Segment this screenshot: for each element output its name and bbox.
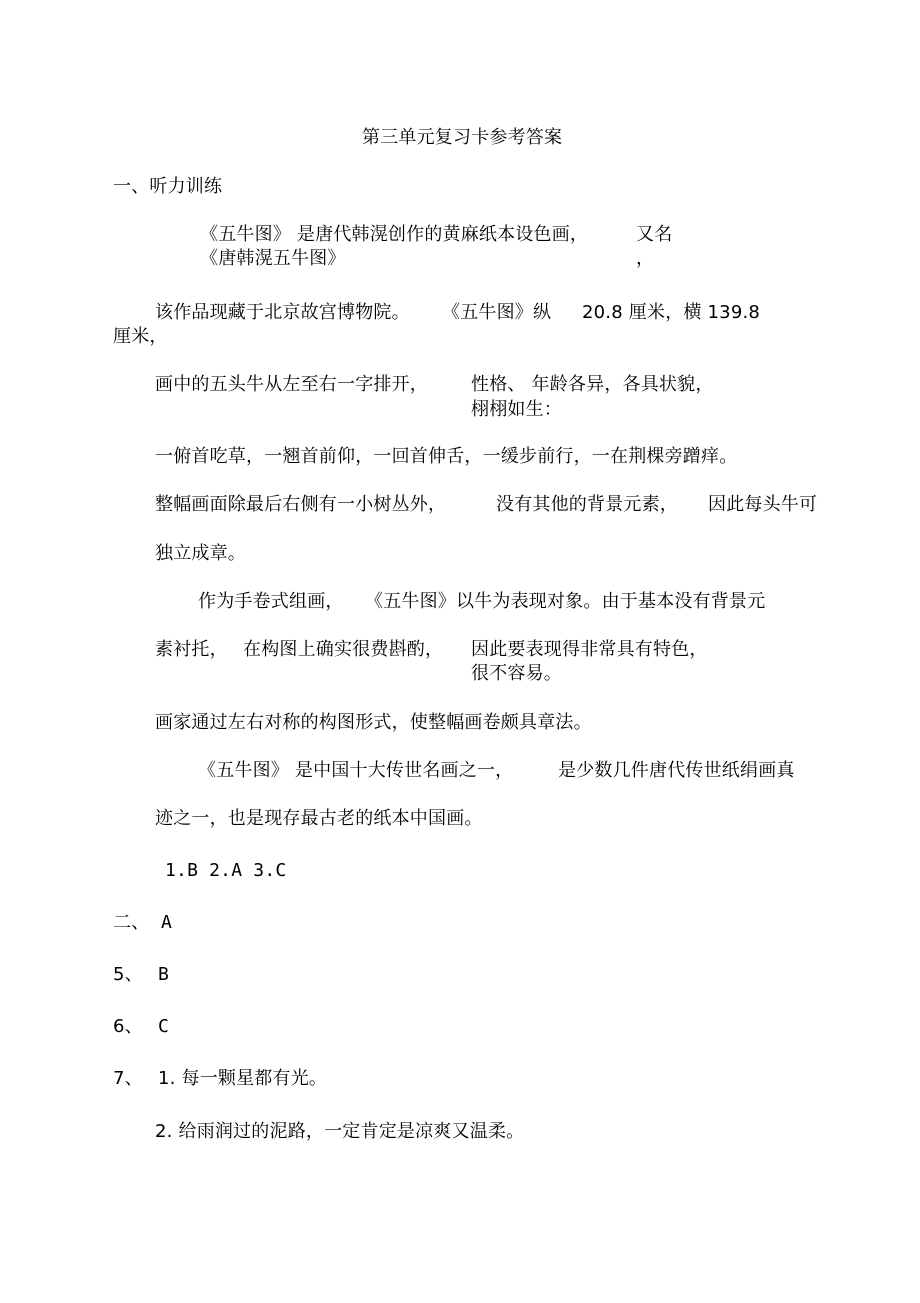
p1-line2a: 《唐韩滉五牛图》: [200, 248, 346, 269]
p6-line2c: 因此要表现得非常具有特色，: [471, 639, 708, 660]
p5-line1c: 因此每头牛可: [708, 494, 818, 515]
section2-label: 二、: [113, 912, 150, 933]
p6-line3: 很不容易。: [471, 663, 562, 684]
p8-line2: 迹之一，也是现存最古老的纸本中国画。: [155, 808, 483, 829]
p3-line1b: 性格、 年龄各异，各具状貌，: [471, 374, 714, 395]
p5-line1a: 整幅画面除最后右侧有一小树丛外，: [155, 494, 447, 515]
item6-label: 6、: [113, 1016, 143, 1037]
p1-line1a: 《五牛图》 是唐代韩滉创作的黄麻纸本设色画，: [200, 224, 589, 245]
p2-line1: 该作品现藏于北京故宫博物院。: [155, 302, 410, 323]
p5-line2: 独立成章。: [155, 543, 246, 564]
p4-line: 一俯首吃草，一翘首前仰，一回首伸舌，一缓步前行，一在荆棵旁蹭痒。: [155, 446, 738, 467]
p6-line2b: 在构图上确实很费斟酌，: [243, 639, 444, 660]
p5-line1b: 没有其他的背景元素，: [496, 494, 678, 515]
p3-line1a: 画中的五头牛从左至右一字排开，: [155, 374, 428, 395]
listening-answers: 1.B 2.A 3.C: [165, 860, 287, 881]
item6-answer: C: [158, 1016, 170, 1037]
item7-line1: 1. 每一颗星都有光。: [158, 1068, 328, 1089]
p6-line1b: 《五牛图》以牛为表现对象。由于基本没有背景元: [365, 591, 766, 612]
item5-answer: B: [158, 964, 170, 985]
item5-label: 5、: [113, 964, 143, 985]
p7-line: 画家通过左右对称的构图形式，使整幅画卷颇具章法。: [155, 712, 592, 733]
p2-line2: 厘米，: [113, 326, 168, 347]
p2-line1c: 20.8 厘米，横 139.8: [582, 302, 761, 323]
p3-line2: 栩栩如生：: [471, 399, 562, 420]
p2-line1b: 《五牛图》纵: [442, 302, 552, 323]
item7-line2: 2. 给雨润过的泥路，一定肯定是凉爽又温柔。: [155, 1121, 525, 1142]
p1-line1b: 又名: [636, 224, 673, 245]
p1-line2b: ，: [636, 248, 655, 269]
page-title: 第三单元复习卡参考答案: [362, 127, 563, 148]
item7-label: 7、: [113, 1068, 143, 1089]
p8-line1a: 《五牛图》 是中国十大传世名画之一，: [198, 760, 514, 781]
section2-answer: A: [161, 912, 173, 933]
p6-line2a: 素衬托，: [155, 639, 228, 660]
p8-line1b: 是少数几件唐代传世纸绢画真: [558, 760, 795, 781]
p6-line1a: 作为手卷式组画，: [198, 591, 344, 612]
section1-heading: 一、听力训练: [113, 176, 223, 197]
